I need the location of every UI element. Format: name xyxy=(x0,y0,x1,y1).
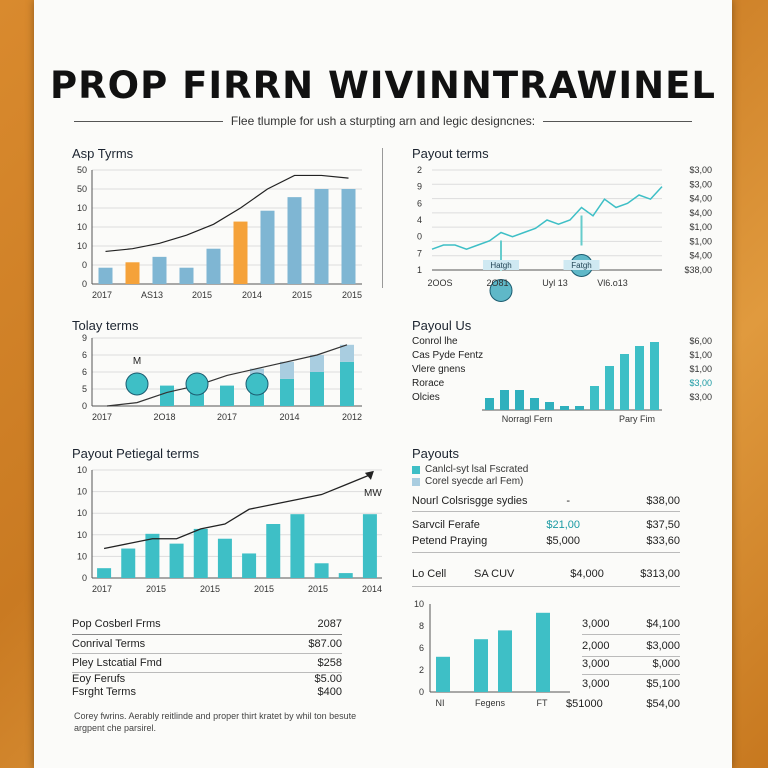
subtitle-text: Flee tlumple for ush a sturpting arn and legic designcnes: xyxy=(230,114,536,128)
firms-rule-0 xyxy=(72,634,342,635)
payouts-rule-1 xyxy=(412,511,680,512)
payout-terms-right-tick: $4,00 xyxy=(689,250,712,261)
petegal-y-tick-label: 0 xyxy=(81,573,87,583)
asp-trend-line xyxy=(106,175,349,251)
rule-right xyxy=(543,121,692,122)
payout-terms-x-label: 2OOS xyxy=(427,278,453,288)
petegal-bar xyxy=(363,514,377,578)
tolay-bubble xyxy=(186,373,208,395)
chart-title-payouts: Payouts xyxy=(412,446,459,461)
payouts-y-tick-label: 2 xyxy=(418,665,424,675)
poster-sheet xyxy=(34,0,732,768)
petegal-bar xyxy=(290,514,304,578)
legend-label-2: Corel syecde arl Fem) xyxy=(425,476,524,487)
chart-tolay xyxy=(72,334,372,424)
asp-y-tick-label: 50 xyxy=(76,184,87,194)
payout-us-bar xyxy=(560,406,569,410)
petegal-bar xyxy=(121,549,135,578)
firms-row-3 xyxy=(72,673,342,685)
asp-bar xyxy=(153,257,167,284)
payout-us-right-tick: $6,00 xyxy=(689,336,712,346)
asp-bar xyxy=(126,262,140,284)
petegal-bar xyxy=(242,553,256,578)
asp-y-tick-label: 0 xyxy=(81,279,87,289)
petegal-y-tick-label: 10 xyxy=(76,529,87,540)
petegal-bar xyxy=(145,534,159,578)
petegal-y-tick-label: 10 xyxy=(76,465,87,475)
petegal-y-tick-label: 10 xyxy=(76,508,87,519)
asp-bar xyxy=(234,222,248,284)
payouts-table-rule-3 xyxy=(582,674,680,675)
payouts-summary-row xyxy=(412,568,680,580)
payout-us-bar xyxy=(635,346,644,410)
payouts-row-2-mid: $5,000 xyxy=(546,535,580,547)
petegal-x-label: 2014 xyxy=(361,584,383,594)
tolay-bar-base xyxy=(280,379,294,406)
payouts-table-rule-1 xyxy=(582,634,680,635)
payouts-table-row-2-right: $3,000 xyxy=(646,640,680,652)
payouts-rule-3 xyxy=(412,586,680,587)
petegal-bar xyxy=(218,539,232,578)
payouts-header-dash: - xyxy=(566,495,571,507)
tolay-y-tick-label: 6 xyxy=(81,350,87,360)
petegal-bar xyxy=(170,544,184,578)
payout-us-bar xyxy=(530,398,539,410)
payout-terms-line xyxy=(432,187,662,249)
tolay-bubble xyxy=(246,373,268,395)
petegal-annotation: MW xyxy=(364,488,382,499)
payouts-table-row-3-mid: 3,000 xyxy=(582,658,610,670)
asp-y-tick-label: 10 xyxy=(76,222,87,232)
petegal-arrow-head xyxy=(365,471,374,480)
chart-payout-us xyxy=(412,334,712,426)
asp-x-label: 2015 xyxy=(191,290,213,300)
asp-y-tick-label: 0 xyxy=(81,260,87,270)
tolay-bubble xyxy=(126,373,148,395)
payouts-table-row-4-right: $5,100 xyxy=(646,678,680,690)
payout-terms-x-label: Uyl 13 xyxy=(542,278,568,288)
payouts-header-value: $38,00 xyxy=(646,495,680,507)
chart-title-payout-us: Payoul Us xyxy=(412,318,472,333)
payout-terms-marker-label: Hatgh xyxy=(490,261,512,270)
payout-terms-right-tick: $1,00 xyxy=(689,236,712,247)
chart-asp xyxy=(72,166,372,306)
payouts-row-1-right: $37,50 xyxy=(646,519,680,531)
asp-bar xyxy=(261,211,275,284)
tolay-bar-base xyxy=(340,362,354,406)
chart-title-tolay: Tolay terms xyxy=(72,318,139,333)
payouts-table-row-4 xyxy=(582,678,680,690)
petegal-x-label: 2015 xyxy=(145,584,167,594)
petegal-bar xyxy=(97,568,111,578)
asp-bar xyxy=(342,189,356,284)
chart-payouts xyxy=(412,596,582,710)
payouts-table-row-3-right: $,000 xyxy=(652,658,680,670)
payouts-footer-mid: $51000 xyxy=(566,698,603,710)
petegal-x-label: 2015 xyxy=(307,584,329,594)
payouts-x-label: Fegens xyxy=(474,698,506,708)
tolay-bar-base xyxy=(160,386,174,406)
asp-bar xyxy=(180,268,194,284)
tolay-bar-top xyxy=(280,362,294,379)
payouts-table-row-3 xyxy=(582,658,680,670)
asp-x-label: 2017 xyxy=(91,290,113,300)
payout-terms-right-tick: $3,00 xyxy=(689,179,712,190)
payout-terms-y-tick-label: 9 xyxy=(416,181,422,192)
asp-x-label: 2015 xyxy=(291,290,313,300)
asp-y-tick-label: 10 xyxy=(76,203,87,213)
payouts-row-1-label: Sarvcil Ferafe xyxy=(412,519,480,531)
payout-us-list-item: Rorace xyxy=(412,378,445,389)
payout-us-bar xyxy=(650,342,659,410)
payouts-bar xyxy=(474,639,488,692)
tolay-x-label: 2O18 xyxy=(153,412,176,422)
payout-terms-right-tick: $38,00 xyxy=(684,265,712,275)
payout-us-x-label: Norragl Fern xyxy=(501,414,553,424)
asp-bar xyxy=(99,268,113,284)
firms-header-row xyxy=(72,618,342,630)
payout-terms-y-tick-label: 4 xyxy=(416,215,422,225)
payouts-y-tick-label: 8 xyxy=(418,621,424,631)
payouts-y-tick-label: 10 xyxy=(413,599,424,609)
payouts-row-1 xyxy=(412,519,680,531)
firms-row-2-label: Pley Lstcatial Fmd xyxy=(72,657,162,669)
firms-row-1 xyxy=(72,638,342,650)
chart-petegal xyxy=(72,465,383,596)
petegal-x-label: 2015 xyxy=(199,584,221,594)
tolay-bubble-label: M xyxy=(132,356,142,367)
payout-us-right-tick: $1,00 xyxy=(689,364,712,374)
legend-swatch-light xyxy=(412,478,420,486)
tolay-bar-base xyxy=(220,386,234,406)
payouts-table-footer xyxy=(566,698,680,710)
petegal-trend-line xyxy=(104,475,370,549)
payout-terms-y-tick-label: 0 xyxy=(416,231,422,242)
payout-us-bar xyxy=(485,398,494,410)
payout-us-x-label: Pary Fim xyxy=(619,414,655,424)
chart-payout-terms xyxy=(412,164,712,294)
tolay-x-label: 2017 xyxy=(216,412,238,422)
payout-terms-right-tick: $4,00 xyxy=(689,207,712,218)
firms-rule-1 xyxy=(72,653,342,654)
payouts-header-row xyxy=(412,495,680,507)
firms-row-1-label: Conrival Terms xyxy=(72,638,146,650)
petegal-x-label: 2017 xyxy=(91,584,113,594)
tolay-bar-top xyxy=(310,355,324,372)
payouts-row-1-mid: $21,00 xyxy=(546,519,580,531)
legend-label-1: Canlcl-syt lsal Fscrated xyxy=(425,464,529,475)
payouts-table-row-2-mid: 2,000 xyxy=(582,640,610,652)
payouts-table-row-2 xyxy=(582,640,680,652)
payout-us-bar xyxy=(545,402,554,410)
asp-x-label: 2015 xyxy=(341,290,363,300)
firms-row-4 xyxy=(72,686,342,698)
payouts-summary-mid2: $4,000 xyxy=(570,568,604,580)
payout-terms-x-label: Vl6.o13 xyxy=(597,278,628,288)
asp-y-tick-label: 10 xyxy=(76,241,87,251)
tolay-bar-top xyxy=(340,345,354,362)
payouts-bar xyxy=(536,613,550,692)
petegal-bar xyxy=(266,524,280,578)
tolay-y-tick-label: 6 xyxy=(81,367,87,377)
legend-item-2 xyxy=(412,476,523,487)
payouts-summary-label: Lo Cell xyxy=(412,568,447,580)
payouts-row-2-right: $33,60 xyxy=(646,535,680,547)
asp-x-label: 2014 xyxy=(241,290,263,300)
payout-us-bar xyxy=(590,386,599,410)
subtitle-bar xyxy=(74,114,692,128)
firms-row-1-value: $87.00 xyxy=(308,638,342,650)
payouts-bar xyxy=(436,657,450,692)
firms-header-value: 2087 xyxy=(317,618,342,630)
chart-title-asp: Asp Tyrms xyxy=(72,146,134,161)
payout-terms-right-tick: $4,00 xyxy=(689,193,712,204)
chart-title-petegal: Payout Petiegal terms xyxy=(72,446,200,461)
payout-us-right-tick: $3,00 xyxy=(689,392,712,402)
payout-terms-x-label: 2O81 xyxy=(486,278,509,288)
petegal-bar xyxy=(315,563,329,578)
payouts-y-tick-label: 0 xyxy=(418,687,424,697)
payout-terms-y-tick-label: 1 xyxy=(416,265,422,275)
payouts-bar xyxy=(498,630,512,692)
payout-us-list-item: Conrol lhe xyxy=(412,336,458,347)
tolay-x-label: 2014 xyxy=(279,412,300,422)
payout-us-bar xyxy=(605,366,614,410)
payouts-table-rule-2 xyxy=(582,656,680,657)
payouts-footer-right: $54,00 xyxy=(646,698,680,710)
petegal-y-tick-label: 10 xyxy=(76,551,87,562)
legend-swatch-teal xyxy=(412,466,420,474)
firms-row-3-value: $5.00 xyxy=(314,673,342,685)
firms-row-2 xyxy=(72,657,342,669)
payout-terms-right-tick: $1,00 xyxy=(689,222,712,233)
payouts-header-label: Nourl Colsrisgge sydies xyxy=(412,495,528,507)
petegal-x-label: 2015 xyxy=(253,584,275,594)
payouts-table-row-1 xyxy=(582,618,680,630)
payout-terms-right-tick: $3,00 xyxy=(689,165,712,175)
firms-row-2-value: $258 xyxy=(317,657,342,669)
tolay-x-label: 2017 xyxy=(91,412,113,422)
payout-us-list-item: Olcies xyxy=(412,392,440,403)
asp-x-label: AS13 xyxy=(140,290,164,300)
payout-terms-y-tick-label: 7 xyxy=(416,248,422,259)
payout-terms-y-tick-label: 6 xyxy=(416,198,422,209)
payouts-table-row-4-mid: 3,000 xyxy=(582,678,610,690)
payout-us-list-item: Vlere gnens xyxy=(412,364,466,375)
payout-us-right-tick: $3,00 xyxy=(689,378,712,388)
asp-y-tick-label: 50 xyxy=(76,165,87,175)
tolay-y-tick-label: 5 xyxy=(81,384,87,394)
payouts-summary-right: $313,00 xyxy=(640,568,680,580)
firms-row-3-label: Eoy Ferufs xyxy=(72,673,126,685)
payout-us-bar xyxy=(500,390,509,410)
payouts-y-tick-label: 6 xyxy=(418,643,424,653)
payouts-table-row-1-right: $4,100 xyxy=(646,618,680,630)
asp-bar xyxy=(315,189,329,284)
column-divider xyxy=(382,148,383,288)
payout-us-list-item: Cas Pyde Fentz xyxy=(412,350,484,361)
rule-left xyxy=(74,121,223,122)
payout-us-right-tick: $1,00 xyxy=(689,350,712,360)
payouts-x-label: NI xyxy=(435,698,445,708)
tolay-x-label: 2012 xyxy=(341,412,363,422)
payout-us-bar xyxy=(620,354,629,410)
poster-title: PROP FIRRN WIVINNTRAWINEL xyxy=(50,64,716,107)
tolay-bar-base xyxy=(310,372,324,406)
payouts-summary-mid: SA CUV xyxy=(474,568,515,580)
petegal-bar xyxy=(339,573,353,578)
legend-item-1 xyxy=(412,464,528,475)
footnote: Corey fwrins. Aerably reitlinde and proper thirt kratet by whil ton besute argpent che parsirel. xyxy=(74,711,357,733)
payout-terms-y-tick-label: 2 xyxy=(416,165,422,175)
tolay-y-tick-label: 0 xyxy=(81,401,87,411)
payouts-row-2-label: Petend Praying xyxy=(412,535,488,547)
petegal-bar xyxy=(194,529,208,578)
asp-bar xyxy=(288,197,302,284)
firms-header-label: Pop Cosberl Frms xyxy=(72,618,161,630)
payout-us-bar xyxy=(575,406,584,410)
payouts-table-row-1-mid: 3,000 xyxy=(582,618,610,630)
chart-title-payout-terms: Payout terms xyxy=(412,146,489,161)
asp-bar xyxy=(207,249,221,284)
tolay-y-tick-label: 9 xyxy=(81,333,87,343)
petegal-y-tick-label: 10 xyxy=(76,486,87,497)
payouts-x-label: FT xyxy=(536,698,548,708)
payout-terms-marker-label: Fatgh xyxy=(571,261,592,270)
payouts-rule-2 xyxy=(412,552,680,553)
payouts-row-2 xyxy=(412,535,680,547)
firms-row-4-value: $400 xyxy=(317,686,342,698)
payout-us-bar xyxy=(515,390,524,410)
firms-row-4-label: Fsrght Terms xyxy=(72,686,136,698)
